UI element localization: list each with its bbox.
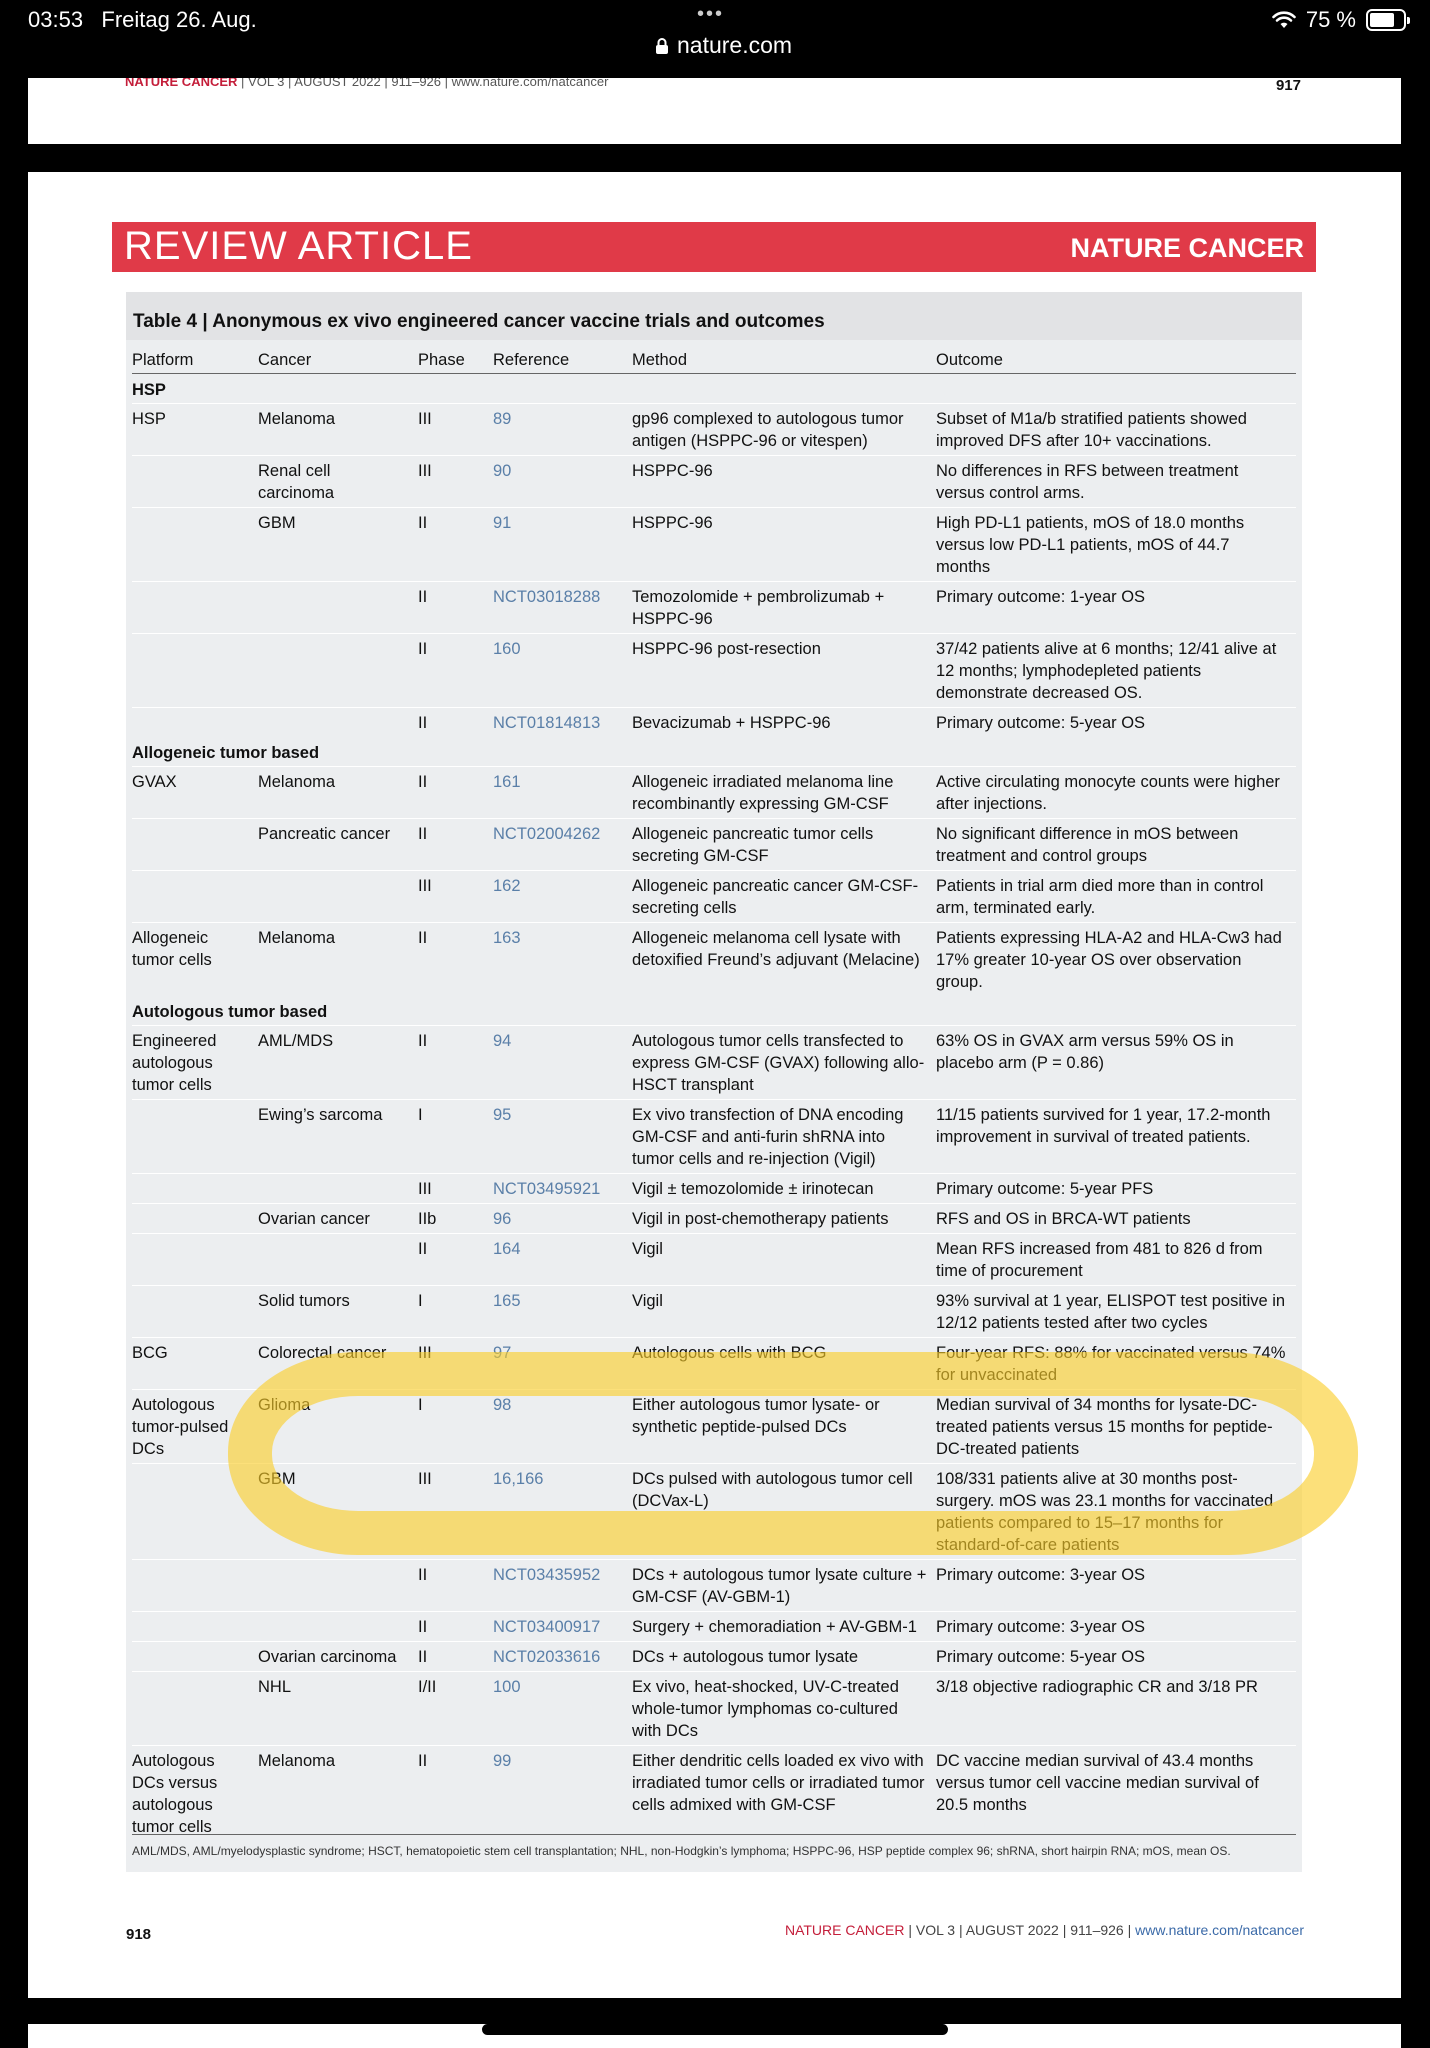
table-row [132,1612,1296,1642]
cell-platform [132,582,258,634]
cell-outcome: Primary outcome: 5-year PFS [936,1174,1296,1204]
reference-link[interactable]: 161 [493,767,632,819]
cell-method: Bevacizumab + HSPPC-96 [632,708,936,738]
reference-link[interactable]: 160 [493,634,632,708]
cell-outcome: Primary outcome: 5-year OS [936,708,1296,738]
clock: 03:53 [28,7,84,32]
cell-cancer [258,871,418,923]
table-section-row [132,996,1296,1026]
cell-outcome: 108/331 patients alive at 30 months post-surgery. mOS was 23.1 months for vaccinated patients compared to 15–17 months for standard-of-care patients [936,1464,1296,1560]
reference-link[interactable]: 91 [493,508,632,582]
table-row [132,923,1296,997]
cell-cancer [258,1560,418,1612]
cell-cancer: GBM [258,508,418,582]
trials-table [132,340,1296,1841]
table-section-row [132,374,1296,404]
cell-platform [132,1672,258,1746]
cell-cancer [258,1234,418,1286]
cell-phase: II [418,1612,493,1642]
header-method: Method [632,340,936,374]
reference-link[interactable]: 16,166 [493,1464,632,1560]
cell-phase: II [418,1560,493,1612]
reference-link[interactable]: 90 [493,456,632,508]
cell-cancer: Ewing’s sarcoma [258,1100,418,1174]
header-cancer: Cancer [258,340,418,374]
cell-outcome: Primary outcome: 3-year OS [936,1612,1296,1642]
table-row [132,871,1296,923]
cell-phase: II [418,923,493,997]
reference-link[interactable]: 98 [493,1390,632,1464]
cell-cancer: NHL [258,1672,418,1746]
table-row [132,767,1296,819]
cell-method: Either dendritic cells loaded ex vivo with irradiated tumor cells or irradiated tumor cells admixed with GM-CSF [632,1746,936,1842]
cell-method: Ex vivo transfection of DNA encoding GM-CSF and anti-furin shRNA into tumor cells and re-injection (Vigil) [632,1100,936,1174]
cell-cancer: Ovarian cancer [258,1204,418,1234]
cell-outcome: No differences in RFS between treatment versus control arms. [936,456,1296,508]
cell-cancer [258,634,418,708]
footer-url-link[interactable]: www.nature.com/natcancer [1135,1922,1304,1938]
previous-page [28,78,1401,144]
cell-cancer [258,1612,418,1642]
cell-platform: Allogeneic tumor cells [132,923,258,997]
cell-cancer: Ovarian carcinoma [258,1642,418,1672]
cell-outcome: Patients in trial arm died more than in control arm, terminated early. [936,871,1296,923]
table-number: Table 4 | [133,311,208,332]
cell-method: Vigil [632,1234,936,1286]
table-row [132,1560,1296,1612]
cell-platform: Engineered autologous tumor cells [132,1026,258,1100]
status-time-date [28,7,257,33]
cell-outcome: No significant difference in mOS between treatment and control groups [936,819,1296,871]
table-row [132,1234,1296,1286]
cell-phase: III [418,1338,493,1390]
cell-method: Allogeneic irradiated melanoma line recombinantly expressing GM-CSF [632,767,936,819]
cell-outcome: High PD-L1 patients, mOS of 18.0 months versus low PD-L1 patients, mOS of 44.7 months [936,508,1296,582]
cell-cancer: Melanoma [258,923,418,997]
cell-cancer: Melanoma [258,767,418,819]
section-label: Allogeneic tumor based [132,744,320,762]
reference-link[interactable]: NCT03018288 [493,582,632,634]
more-dots-icon[interactable]: ••• [697,3,725,25]
cell-platform: Autologous tumor-pulsed DCs [132,1390,258,1464]
cell-platform [132,1612,258,1642]
table-row [132,1338,1296,1390]
table-row [132,634,1296,708]
section-label: HSP [132,381,166,399]
cell-platform [132,1174,258,1204]
reference-link[interactable]: 163 [493,923,632,997]
table-4 [126,292,1302,1872]
table-row [132,582,1296,634]
reference-link[interactable]: 89 [493,404,632,456]
table-row [132,1464,1296,1560]
cell-outcome: Mean RFS increased from 481 to 826 d from time of procurement [936,1234,1296,1286]
cell-method: Either autologous tumor lysate- or synthetic peptide-pulsed DCs [632,1390,936,1464]
cell-cancer: Melanoma [258,404,418,456]
table-row [132,819,1296,871]
cell-outcome: DC vaccine median survival of 43.4 months versus tumor cell vaccine median survival of 20.5 months [936,1746,1296,1842]
table-header-row [132,340,1296,374]
cell-cancer: Pancreatic cancer [258,819,418,871]
cell-platform: Autologous DCs versus autologous tumor cells [132,1746,258,1842]
previous-page-journal-line [125,78,608,89]
cell-phase: II [418,508,493,582]
cell-method: Allogeneic pancreatic cancer GM-CSF-secreting cells [632,871,936,923]
cell-method: Surgery + chemoradiation + AV-GBM-1 [632,1612,936,1642]
cell-outcome: 3/18 objective radiographic CR and 3/18 PR [936,1672,1296,1746]
page-footer [785,1922,1304,1938]
cell-method: Allogeneic pancreatic tumor cells secreting GM-CSF [632,819,936,871]
cell-platform [132,508,258,582]
cell-method: DCs pulsed with autologous tumor cell (DCVax-L) [632,1464,936,1560]
cell-phase: II [418,1026,493,1100]
reference-link[interactable]: 95 [493,1100,632,1174]
table-row [132,1286,1296,1338]
table-row [132,708,1296,738]
table-row [132,456,1296,508]
cell-phase: III [418,404,493,456]
cell-phase: I [418,1286,493,1338]
cell-phase: III [418,1174,493,1204]
cell-outcome: RFS and OS in BRCA-WT patients [936,1204,1296,1234]
wifi-icon [1272,11,1296,29]
reference-link[interactable]: 100 [493,1672,632,1746]
address-bar[interactable] [655,32,792,59]
previous-page-number: 917 [1275,78,1301,94]
reference-link[interactable]: 162 [493,871,632,923]
table-row [132,508,1296,582]
cell-phase: II [418,1642,493,1672]
reference-link[interactable]: NCT03435952 [493,1560,632,1612]
cell-platform [132,1464,258,1560]
cell-platform [132,1234,258,1286]
cell-method: HSPPC-96 post-resection [632,634,936,708]
table-row [132,1174,1296,1204]
battery-level [1370,13,1394,27]
article-type: REVIEW ARTICLE [124,224,473,268]
cell-method: DCs + autologous tumor lysate [632,1642,936,1672]
cell-method: Vigil in post-chemotherapy patients [632,1204,936,1234]
table-row [132,1026,1296,1100]
header-banner [112,222,1316,272]
table-row [132,1390,1296,1464]
cell-platform [132,871,258,923]
cell-outcome: 63% OS in GVAX arm versus 59% OS in placebo arm (P = 0.86) [936,1026,1296,1100]
cell-phase: II [418,1746,493,1842]
cell-method: Autologous cells with BCG [632,1338,936,1390]
status-indicators [1272,7,1406,33]
cell-phase: II [418,582,493,634]
table-row [132,1642,1296,1672]
cell-phase: II [418,708,493,738]
reference-link[interactable]: 99 [493,1746,632,1842]
section-label: Autologous tumor based [132,1003,328,1021]
cell-phase: I/II [418,1672,493,1746]
previous-page-journal: NATURE CANCER [125,78,238,89]
cell-outcome: 93% survival at 1 year, ELISPOT test positive in 12/12 patients tested after two cycles [936,1286,1296,1338]
cell-outcome: 11/15 patients survived for 1 year, 17.2-month improvement in survival of treated patients. [936,1100,1296,1174]
reference-link[interactable]: NCT02004262 [493,819,632,871]
header-reference: Reference [493,340,632,374]
reference-link[interactable]: 165 [493,1286,632,1338]
header-outcome: Outcome [936,340,1296,374]
cell-cancer: GBM [258,1464,418,1560]
header-platform: Platform [132,340,258,374]
date: Freitag 26. Aug. [101,7,257,32]
url-text[interactable]: nature.com [677,32,793,58]
status-bar [0,0,1430,78]
previous-page-info: | VOL 3 | AUGUST 2022 | 911–926 | www.nature.com/natcancer [237,78,609,89]
cell-phase: I [418,1100,493,1174]
footer-journal: NATURE CANCER [784,1922,905,1938]
footer-info: | VOL 3 | AUGUST 2022 | 911–926 | [904,1922,1136,1938]
cell-platform [132,1204,258,1234]
cell-platform [132,1642,258,1672]
cell-phase: III [418,456,493,508]
cell-cancer [258,708,418,738]
cell-outcome: Primary outcome: 3-year OS [936,1560,1296,1612]
cell-cancer: Renal cell carcinoma [258,456,418,508]
cell-platform: HSP [132,404,258,456]
lock-icon [655,37,669,55]
table-section-row [132,737,1296,767]
cell-platform [132,1100,258,1174]
cell-outcome: Subset of M1a/b stratified patients showed improved DFS after 10+ vaccinations. [936,404,1296,456]
table-footnote: AML/MDS, AML/myelodysplastic syndrome; HSCT, hematopoietic stem cell transplantation; NHL, non-Hodgkin’s lymphoma; HSPPC-96, HSP peptide complex 96; shRNA, short hairpin RNA; mOS, mean OS. [132,1834,1296,1860]
cell-method: Temozolomide + pembrolizumab + HSPPC-96 [632,582,936,634]
cell-method: DCs + autologous tumor lysate culture + GM-CSF (AV-GBM-1) [632,1560,936,1612]
cell-method: Vigil ± temozolomide ± irinotecan [632,1174,936,1204]
cell-phase: IIb [418,1204,493,1234]
cell-platform [132,819,258,871]
cell-platform [132,708,258,738]
cell-method: HSPPC-96 [632,456,936,508]
table-body [132,374,1296,1842]
cell-phase: I [418,1390,493,1464]
table-row [132,404,1296,456]
cell-method: HSPPC-96 [632,508,936,582]
cell-platform [132,1286,258,1338]
table-row [132,1100,1296,1174]
article-page [28,172,1401,1998]
reference-link[interactable]: 94 [493,1026,632,1100]
table-row [132,1746,1296,1842]
cell-outcome: Primary outcome: 5-year OS [936,1642,1296,1672]
reference-link[interactable]: 97 [493,1338,632,1390]
cell-platform: BCG [132,1338,258,1390]
cell-method: gp96 complexed to autologous tumor antigen (HSPPC-96 or vitespen) [632,404,936,456]
journal-name: NATURE CANCER [1070,233,1304,263]
cell-outcome: Four-year RFS: 88% for vaccinated versus 74% for unvaccinated [936,1338,1296,1390]
cell-phase: II [418,767,493,819]
reference-link[interactable]: NCT03495921 [493,1174,632,1204]
home-indicator[interactable] [482,2024,948,2035]
cell-phase: III [418,871,493,923]
table-caption [126,292,1302,340]
cell-platform [132,456,258,508]
cell-cancer: AML/MDS [258,1026,418,1100]
cell-method: Autologous tumor cells transfected to express GM-CSF (GVAX) following allo-HSCT transplant [632,1026,936,1100]
cell-outcome: Patients expressing HLA-A2 and HLA-Cw3 had 17% greater 10-year OS over observation group. [936,923,1296,997]
cell-cancer: Colorectal cancer [258,1338,418,1390]
cell-outcome: Active circulating monocyte counts were higher after injections. [936,767,1296,819]
cell-method: Allogeneic melanoma cell lysate with detoxified Freund’s adjuvant (Melacine) [632,923,936,997]
cell-phase: II [418,1234,493,1286]
cell-platform [132,1560,258,1612]
cell-outcome: 37/42 patients alive at 6 months; 12/41 alive at 12 months; lymphodepleted patients demonstrate decreased OS. [936,634,1296,708]
cell-outcome: Primary outcome: 1-year OS [936,582,1296,634]
cell-cancer: Melanoma [258,1746,418,1842]
table-row [132,1204,1296,1234]
reference-link[interactable]: 96 [493,1204,632,1234]
table-title: Anonymous ex vivo engineered cancer vaccine trials and outcomes [207,311,825,332]
cell-method: Vigil [632,1286,936,1338]
cell-phase: III [418,1464,493,1560]
reference-link[interactable]: NCT02033616 [493,1642,632,1672]
reference-link[interactable]: NCT03400917 [493,1612,632,1642]
cell-cancer: Solid tumors [258,1286,418,1338]
cell-platform [132,634,258,708]
cell-cancer [258,582,418,634]
header-phase: Phase [418,340,493,374]
page-number: 918 [126,1926,152,1943]
reference-link[interactable]: 164 [493,1234,632,1286]
cell-outcome: Median survival of 34 months for lysate-DC-treated patients versus 15 months for peptide-DC-treated patients [936,1390,1296,1464]
reference-link[interactable]: NCT01814813 [493,708,632,738]
cell-phase: II [418,634,493,708]
table-row [132,1672,1296,1746]
cell-method: Ex vivo, heat-shocked, UV-C-treated whole-tumor lymphomas co-cultured with DCs [632,1672,936,1746]
battery-percent: 75 % [1305,7,1356,32]
battery-icon [1366,9,1406,31]
cell-phase: II [418,819,493,871]
cell-cancer: Glioma [258,1390,418,1464]
cell-platform: GVAX [132,767,258,819]
cell-cancer [258,1174,418,1204]
